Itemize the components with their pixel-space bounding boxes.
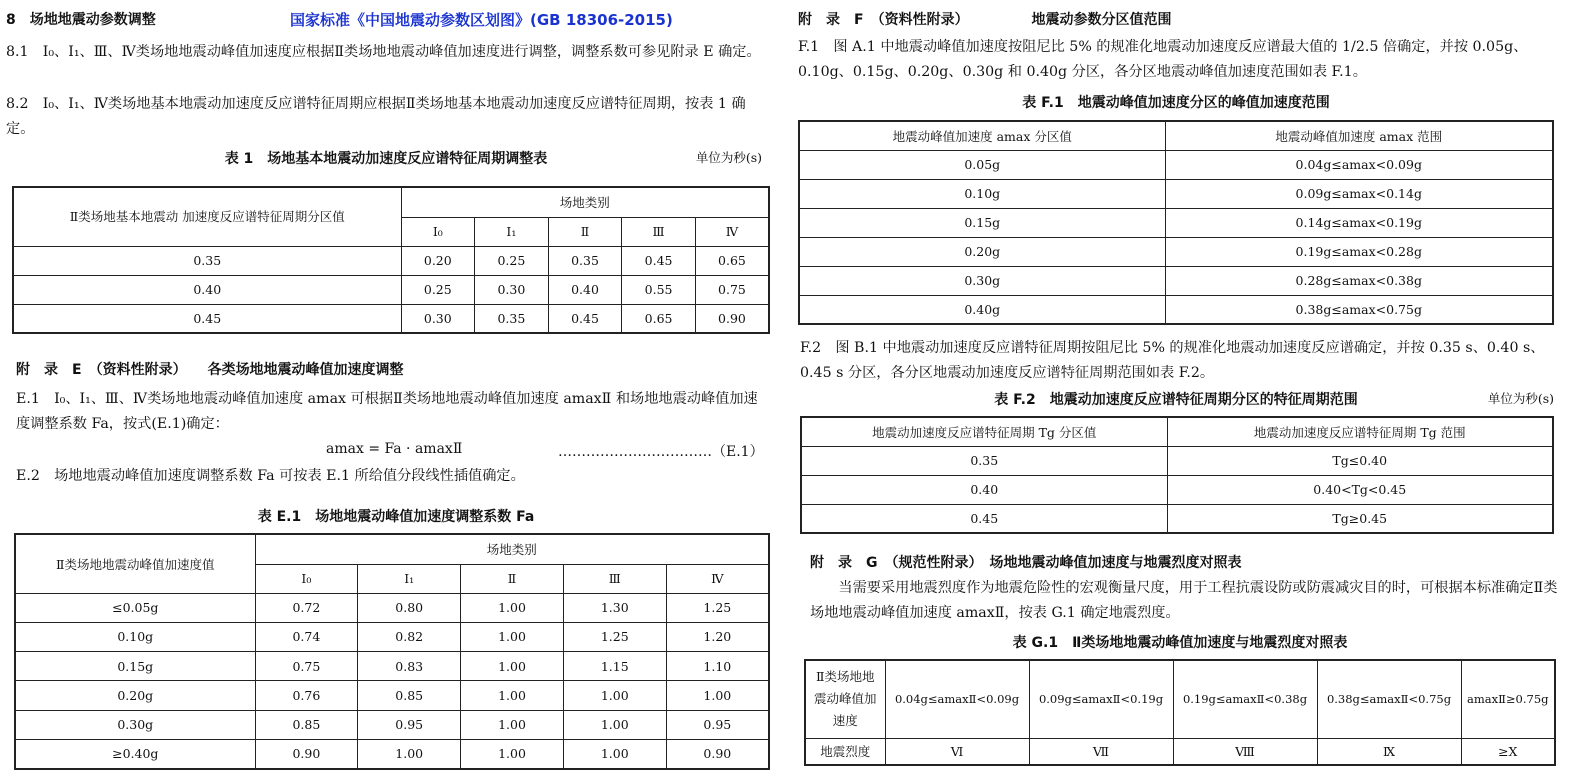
- table-f1-row-key: 0.15g: [799, 208, 1165, 237]
- table-1-cell: 0.30: [475, 275, 549, 304]
- table-e1-cell: 0.76: [255, 681, 358, 710]
- table-f2-range: 0.40<Tg<0.45: [1167, 475, 1553, 504]
- table-f1: [798, 120, 1554, 325]
- table-f2-row-key: 0.45: [801, 504, 1167, 533]
- table-e1-col-head: Ⅱ: [461, 564, 564, 593]
- table-e1-cell: 1.25: [563, 622, 666, 651]
- table-f1-caption: 表 F.1 地震动峰值加速度分区的峰值加速度范围: [1022, 95, 1330, 111]
- table-row: [799, 237, 1553, 266]
- table-f2-range: Tg≤0.40: [1167, 446, 1553, 475]
- table-e1-cell: 1.10: [666, 652, 769, 681]
- table-e1-cell: 1.00: [461, 739, 564, 768]
- table-e1-row-key: 0.30g: [15, 710, 255, 739]
- table-row: [799, 150, 1553, 179]
- table-1: [12, 186, 770, 334]
- table-e1-cell: 1.20: [666, 622, 769, 651]
- table-f2-row-key: 0.35: [801, 446, 1167, 475]
- table-1-cell: 0.45: [548, 304, 622, 333]
- table-e1-cell: 1.00: [461, 710, 564, 739]
- table-e1-cell: 0.74: [255, 622, 358, 651]
- table-e1-row-key: ≤0.05g: [15, 593, 255, 622]
- table-e1-cell: 1.00: [461, 681, 564, 710]
- equation-e1-number: ……………………………（E.1）: [558, 444, 764, 460]
- table-1-head-group: 场地类别: [401, 187, 769, 217]
- table-row: [15, 710, 769, 739]
- table-g1-row1-head: Ⅱ类场地地震动峰值加速度: [805, 660, 885, 738]
- table-1-col-head: Ⅰ₁: [475, 217, 549, 246]
- table-1-caption: [6, 148, 766, 168]
- table-e1-cell: 0.80: [358, 593, 461, 622]
- table-g1-row2-head: 地震烈度: [805, 738, 885, 765]
- table-g1: [804, 659, 1556, 766]
- table-g1-pga-range: amaxⅡ≥0.75g: [1461, 660, 1555, 738]
- equation-e1: amax = Fa · amaxⅡ: [326, 441, 463, 457]
- table-1-cell: 0.75: [695, 275, 769, 304]
- table-f2-caption: [798, 389, 1554, 409]
- paragraph-8-2: 8.2 Ⅰ₀、Ⅰ₁、Ⅳ类场地基本地震动加速度反应谱特征周期应根据Ⅱ类场地基本地震动加速度反应谱特征周期，按表 1 确定。: [6, 96, 746, 137]
- table-e1-cell: 1.00: [461, 593, 564, 622]
- table-g1-caption: 表 G.1 Ⅱ类场地地震动峰值加速度与地震烈度对照表: [1012, 635, 1348, 651]
- table-1-cell: 0.65: [622, 304, 696, 333]
- table-e1: [14, 533, 770, 770]
- table-1-col-head: Ⅰ₀: [401, 217, 475, 246]
- table-f1-row-key: 0.05g: [799, 150, 1165, 179]
- table-e1-cell: 0.95: [666, 710, 769, 739]
- table-row: [13, 275, 769, 304]
- table-e1-row-key: 0.10g: [15, 622, 255, 651]
- table-f1-row-key: 0.30g: [799, 266, 1165, 295]
- table-e1-row-key: 0.20g: [15, 681, 255, 710]
- appendix-e-heading: 附 录 E （资料性附录） 各类场地地震动峰值加速度调整: [16, 362, 404, 378]
- table-e1-cell: 1.00: [461, 652, 564, 681]
- table-e1-cell: 0.90: [666, 739, 769, 768]
- table-e1-cell: 0.95: [358, 710, 461, 739]
- table-1-cell: 0.65: [695, 246, 769, 275]
- table-1-col-head: Ⅳ: [695, 217, 769, 246]
- paragraph-8-1: 8.1 Ⅰ₀、Ⅰ₁、Ⅲ、Ⅳ类场地地震动峰值加速度应根据Ⅱ类场地地震动峰值加速度进行调整，调整系数可参见附录 E 确定。: [6, 44, 761, 60]
- paragraph-f-2: F.2 图 B.1 中地震动加速度反应谱特征周期按阻尼比 5% 的规准化地震动加速度反应谱确定，并按 0.35 s、0.40 s、0.45 s 分区，各分区地震动加速度反应谱特征周期范围如表 F.2。: [800, 340, 1545, 381]
- table-e1-cell: 1.00: [358, 739, 461, 768]
- table-1-cell: 0.30: [401, 304, 475, 333]
- table-f1-row-key: 0.10g: [799, 179, 1165, 208]
- table-e1-cell: 1.30: [563, 593, 666, 622]
- table-f1-range: 0.04g≤amax<0.09g: [1165, 150, 1553, 179]
- table-row: [15, 593, 769, 622]
- appendix-g-heading: 附 录 G （规范性附录） 场地地震动峰值加速度与地震烈度对照表: [810, 555, 1242, 571]
- table-g1-intensity: Ⅸ: [1317, 738, 1461, 765]
- table-g1-intensity: ≥Ⅹ: [1461, 738, 1555, 765]
- table-g1-pga-range: 0.09g≤amaxⅡ<0.19g: [1029, 660, 1173, 738]
- table-g1-intensity: Ⅵ: [885, 738, 1029, 765]
- appendix-f-heading: 附 录 F （资料性附录） 地震动参数分区值范围: [798, 12, 1172, 28]
- table-f1-range: 0.38g≤amax<0.75g: [1165, 295, 1553, 324]
- table-e1-col-head: Ⅰ₁: [358, 564, 461, 593]
- table-e1-col-head: Ⅰ₀: [255, 564, 358, 593]
- table-f2-range: Tg≥0.45: [1167, 504, 1553, 533]
- table-e1-cell: 0.75: [255, 652, 358, 681]
- paragraph-g: 当需要采用地震烈度作为地震危险性的宏观衡量尺度，用于工程抗震设防或防震减灾目的时，可根据本标准确定Ⅱ类场地地震动峰值加速度 amaxⅡ，按表 G.1 确定地震烈度。: [810, 580, 1558, 621]
- table-e1-head-left: Ⅱ类场地地震动峰值加速度值: [15, 534, 255, 593]
- table-e1-row-key: ≥0.40g: [15, 739, 255, 768]
- table-1-cell: 0.25: [475, 246, 549, 275]
- table-1-caption-text: 表 1 场地基本地震动加速度反应谱特征周期调整表: [224, 151, 548, 167]
- table-row: [13, 246, 769, 275]
- table-1-row-key: 0.45: [13, 304, 401, 333]
- table-e1-cell: 0.85: [255, 710, 358, 739]
- table-row: [799, 266, 1553, 295]
- table-f1-col1-head: 地震动峰值加速度 amax 分区值: [799, 121, 1165, 150]
- table-f2: [800, 416, 1554, 534]
- table-1-cell: 0.20: [401, 246, 475, 275]
- table-1-col-head: Ⅱ: [548, 217, 622, 246]
- table-f2-col1-head: 地震动加速度反应谱特征周期 Tg 分区值: [801, 417, 1167, 446]
- table-g1-pga-range: 0.19g≤amaxⅡ<0.38g: [1173, 660, 1317, 738]
- table-e1-cell: 1.00: [563, 710, 666, 739]
- table-e1-caption: 表 E.1 场地地震动峰值加速度调整系数 Fa: [257, 509, 535, 525]
- table-e1-cell: 0.85: [358, 681, 461, 710]
- table-e1-cell: 0.83: [358, 652, 461, 681]
- table-row: [15, 681, 769, 710]
- paragraph-f-1: F.1 图 A.1 中地震动峰值加速度按阻尼比 5% 的规准化地震动加速度反应谱最大值的 1/2.5 倍确定，并按 0.05g、0.10g、0.15g、0.20g、0.30g 和 0.40g 分区，各分区地震动峰值加速度范围如表 F.1。: [798, 39, 1528, 80]
- table-e1-cell: 0.72: [255, 593, 358, 622]
- table-row: [801, 446, 1553, 475]
- table-row: [15, 652, 769, 681]
- table-1-head-left: Ⅱ类场地基本地震动 加速度反应谱特征周期分区值: [13, 187, 401, 246]
- table-e1-cell: 1.00: [563, 739, 666, 768]
- table-e1-cell: 1.00: [563, 681, 666, 710]
- table-row: [801, 504, 1553, 533]
- table-e1-cell: 1.00: [461, 622, 564, 651]
- table-1-cell: 0.35: [475, 304, 549, 333]
- table-f2-unit: 单位为秒(s): [1487, 391, 1554, 406]
- table-1-cell: 0.55: [622, 275, 696, 304]
- table-e1-cell: 1.25: [666, 593, 769, 622]
- table-row: [15, 622, 769, 651]
- table-1-row-key: 0.40: [13, 275, 401, 304]
- table-f1-row-key: 0.20g: [799, 237, 1165, 266]
- table-row: [801, 475, 1553, 504]
- table-1-cell: 0.35: [548, 246, 622, 275]
- table-1-col-head: Ⅲ: [622, 217, 696, 246]
- table-e1-head-group: 场地类别: [255, 534, 769, 564]
- document-title-overlay: 国家标准《中国地震动参数区划图》(GB 18306-2015): [290, 11, 673, 29]
- table-e1-cell: 0.82: [358, 622, 461, 651]
- table-row: [13, 304, 769, 333]
- table-f2-row-key: 0.40: [801, 475, 1167, 504]
- table-g1-intensity: Ⅶ: [1029, 738, 1173, 765]
- table-f2-col2-head: 地震动加速度反应谱特征周期 Tg 范围: [1167, 417, 1553, 446]
- table-row: [799, 208, 1553, 237]
- table-e1-cell: 0.90: [255, 739, 358, 768]
- table-e1-row-key: 0.15g: [15, 652, 255, 681]
- paragraph-e-2: E.2 场地地震动峰值加速度调整系数 Fa 可按表 E.1 所给值分段线性插值确定。: [16, 468, 525, 484]
- table-f1-row-key: 0.40g: [799, 295, 1165, 324]
- table-e1-cell: 1.00: [666, 681, 769, 710]
- paragraph-e-1: E.1 Ⅰ₀、Ⅰ₁、Ⅲ、Ⅳ类场地地震动峰值加速度 amax 可根据Ⅱ类场地地震动峰值加速度 amaxⅡ 和场地地震动峰值加速度调整系数 Fa，按式(E.1)确定：: [16, 391, 758, 432]
- table-1-cell: 0.45: [622, 246, 696, 275]
- table-f1-range: 0.28g≤amax<0.38g: [1165, 266, 1553, 295]
- table-1-row-key: 0.35: [13, 246, 401, 275]
- table-f1-range: 0.19g≤amax<0.28g: [1165, 237, 1553, 266]
- table-g1-intensity: Ⅷ: [1173, 738, 1317, 765]
- table-row: [15, 739, 769, 768]
- table-row: [799, 295, 1553, 324]
- table-g1-pga-range: 0.04g≤amaxⅡ<0.09g: [885, 660, 1029, 738]
- table-1-cell: 0.25: [401, 275, 475, 304]
- table-e1-col-head: Ⅳ: [666, 564, 769, 593]
- section-8-heading: 8 场地地震动参数调整: [6, 12, 156, 28]
- table-e1-cell: 1.15: [563, 652, 666, 681]
- table-e1-col-head: Ⅲ: [563, 564, 666, 593]
- table-1-unit: 单位为秒(s): [695, 150, 762, 165]
- table-1-cell: 0.40: [548, 275, 622, 304]
- table-f1-range: 0.14g≤amax<0.19g: [1165, 208, 1553, 237]
- table-f1-range: 0.09g≤amax<0.14g: [1165, 179, 1553, 208]
- table-f1-col2-head: 地震动峰值加速度 amax 范围: [1165, 121, 1553, 150]
- table-f2-caption-text: 表 F.2 地震动加速度反应谱特征周期分区的特征周期范围: [994, 392, 1358, 408]
- table-g1-pga-range: 0.38g≤amaxⅡ<0.75g: [1317, 660, 1461, 738]
- table-1-cell: 0.90: [695, 304, 769, 333]
- table-row: [799, 179, 1553, 208]
